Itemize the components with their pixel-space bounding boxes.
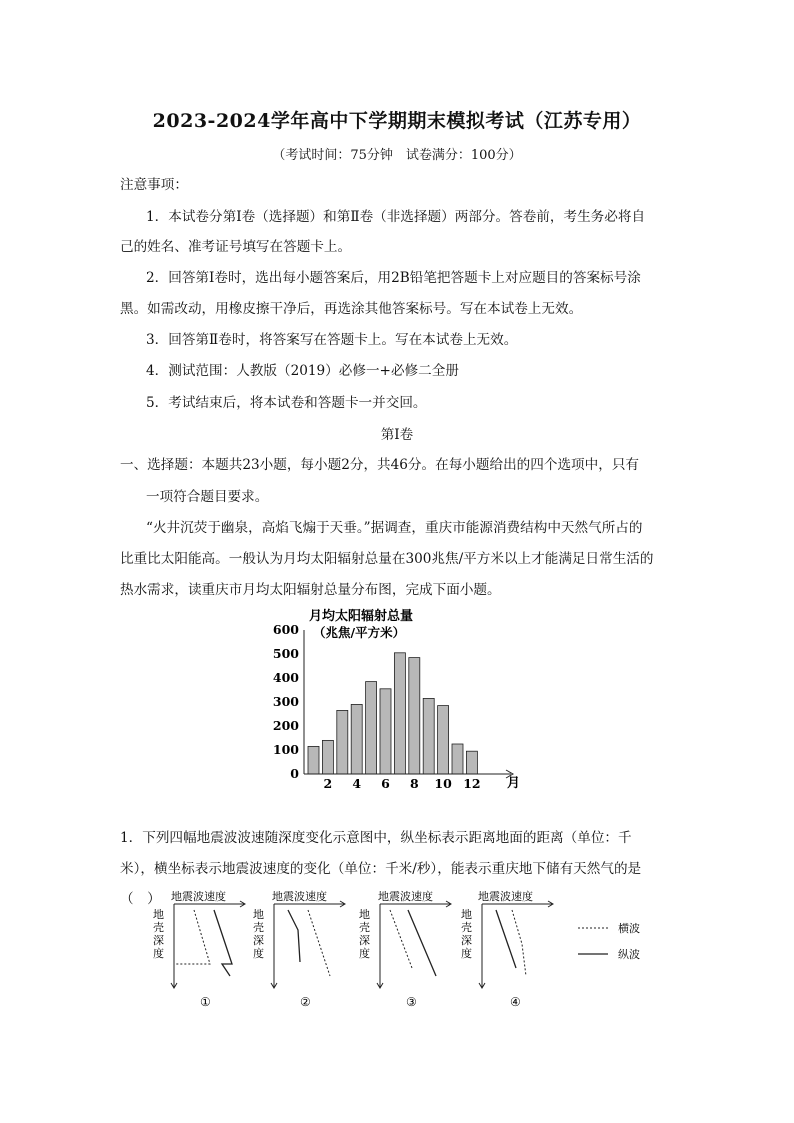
wave-panel-2 <box>253 889 345 1009</box>
panel-3-label: ③ <box>406 995 417 1009</box>
bar-month-4 <box>351 704 362 774</box>
wave-panel-3 <box>359 889 451 1009</box>
panel-3-x-label: 地震波速度 <box>378 890 433 903</box>
panel-1-s-wave <box>174 910 210 964</box>
panel-2-y-label: 地 壳 深 度 <box>253 908 264 960</box>
notice-item-5: 5．考试结束后，将本试卷和答题卡一并交回。 <box>146 395 427 411</box>
bar-month-6 <box>380 689 391 774</box>
section-instruction: 一、选择题：本题共23小题，每小题2分，共46分。在每小题给出的四个选项中，只有 <box>120 457 640 473</box>
panel-4-y-label: 地 壳 深 度 <box>461 908 472 960</box>
wave-panel-1 <box>153 889 245 1009</box>
legend-p-wave: 纵波 <box>618 948 640 961</box>
panel-4-label: ④ <box>510 995 521 1009</box>
legend-s-wave: 横波 <box>618 922 640 935</box>
panel-4-s-wave <box>496 910 516 968</box>
notice-item-3: 3．回答第Ⅱ卷时，将答案写在答题卡上。写在本试卷上无效。 <box>146 332 518 348</box>
panel-2-label: ② <box>300 995 311 1009</box>
volume-heading: 第Ⅰ卷 <box>380 427 414 443</box>
notice-item-2: 2．回答第Ⅰ卷时，选出每小题答案后，用2B铅笔把答题卡上对应题目的答案标号涂 <box>146 270 641 286</box>
panel-1-y-label: 地 壳 深 度 <box>153 908 164 960</box>
panel-1-x-label: 地震波速度 <box>171 890 226 903</box>
bar-month-8 <box>409 658 420 774</box>
y-tick-label: 600 <box>272 622 299 637</box>
x-tick-label: 12 <box>463 776 481 791</box>
notice-item-4: 4．测试范围：人教版（2019）必修一+必修二全册 <box>146 363 459 379</box>
x-tick-label: 10 <box>434 776 452 791</box>
chart-title: 月均太阳辐射总量 <box>309 609 414 624</box>
chart-xlabel: 月 <box>507 776 521 791</box>
bar-month-9 <box>423 698 434 774</box>
bar-month-2 <box>322 740 333 774</box>
panel-1-label: ① <box>200 995 211 1009</box>
bar-month-3 <box>337 710 348 774</box>
wave-panel-4 <box>461 889 553 1009</box>
wave-legend <box>578 921 640 961</box>
exam-subtitle: （考试时间：75分钟 试卷满分：100分） <box>272 148 522 163</box>
passage-line-1: “火井沉荧于幽泉，高焰飞煽于天垂。”据调查，重庆市能源消费结构中天然气所占的 <box>146 520 643 536</box>
panel-3-s-wave <box>390 910 412 968</box>
panel-3-y-label: 地 壳 深 度 <box>359 908 370 960</box>
section-instruction-cont: 一项符合题目要求。 <box>146 489 269 505</box>
notice-item-1: 1．本试卷分第Ⅰ卷（选择题）和第Ⅱ卷（非选择题）两部分。答卷前，考生务必将自 <box>146 209 646 225</box>
x-tick-label: 8 <box>409 776 419 791</box>
y-tick-label: 100 <box>272 742 299 757</box>
bar-month-11 <box>452 744 463 774</box>
notice-heading: 注意事项： <box>120 177 188 193</box>
notice-item-1-cont: 己的姓名、准考证号填写在答题卡上。 <box>120 239 352 255</box>
y-tick-label: 500 <box>272 646 299 661</box>
y-tick-label: 0 <box>290 766 299 781</box>
y-tick-label: 200 <box>272 718 299 733</box>
y-tick-label: 400 <box>272 670 299 685</box>
question-1-line-1: 1．下列四幅地震波波速随深度变化示意图中，纵坐标表示距离地面的距离（单位：千 <box>120 830 632 846</box>
exam-title: 2023-2024学年高中下学期期末模拟考试（江苏专用） <box>152 110 642 132</box>
x-tick-label: 6 <box>381 776 390 791</box>
seismic-wave-svg <box>150 884 660 1014</box>
notice-item-2-cont: 黑。如需改动，用橡皮擦干净后，再选涂其他答案标号。写在本试卷上无效。 <box>120 301 583 317</box>
panel-4-p-wave <box>512 910 526 976</box>
chart-ylabel: （兆焦/平方米） <box>313 625 406 640</box>
panel-3-p-wave <box>408 910 436 976</box>
bar-month-5 <box>366 682 377 774</box>
y-tick-label: 300 <box>272 694 299 709</box>
panel-2-p-wave <box>308 910 330 976</box>
x-tick-label: 4 <box>352 776 362 791</box>
question-1-line-2: 米），横坐标表示地震波速度的变化（单位：千米/秒），能表示重庆地下储有天然气的是 <box>120 861 642 877</box>
passage-line-2: 比重比太阳能高。一般认为月均太阳辐射总量在300兆焦/平方米以上才能满足日常生活的 <box>120 551 654 567</box>
x-tick-label: 2 <box>323 776 333 791</box>
passage-line-3: 热水需求，读重庆市月均太阳辐射总量分布图，完成下面小题。 <box>120 582 501 598</box>
bar-month-1 <box>308 746 319 774</box>
question-1-blank: （ ） <box>120 891 161 907</box>
panel-1-p-wave <box>214 910 232 976</box>
bar-month-7 <box>394 653 405 774</box>
panel-2-x-label: 地震波速度 <box>272 890 327 903</box>
bar-chart-svg <box>265 606 525 792</box>
panel-4-x-label: 地震波速度 <box>478 890 533 903</box>
seismic-wave-diagrams <box>150 884 660 1018</box>
panel-2-s-wave <box>288 910 300 962</box>
bar-month-12 <box>466 751 477 774</box>
solar-radiation-chart <box>265 606 525 796</box>
bar-month-10 <box>438 706 449 774</box>
